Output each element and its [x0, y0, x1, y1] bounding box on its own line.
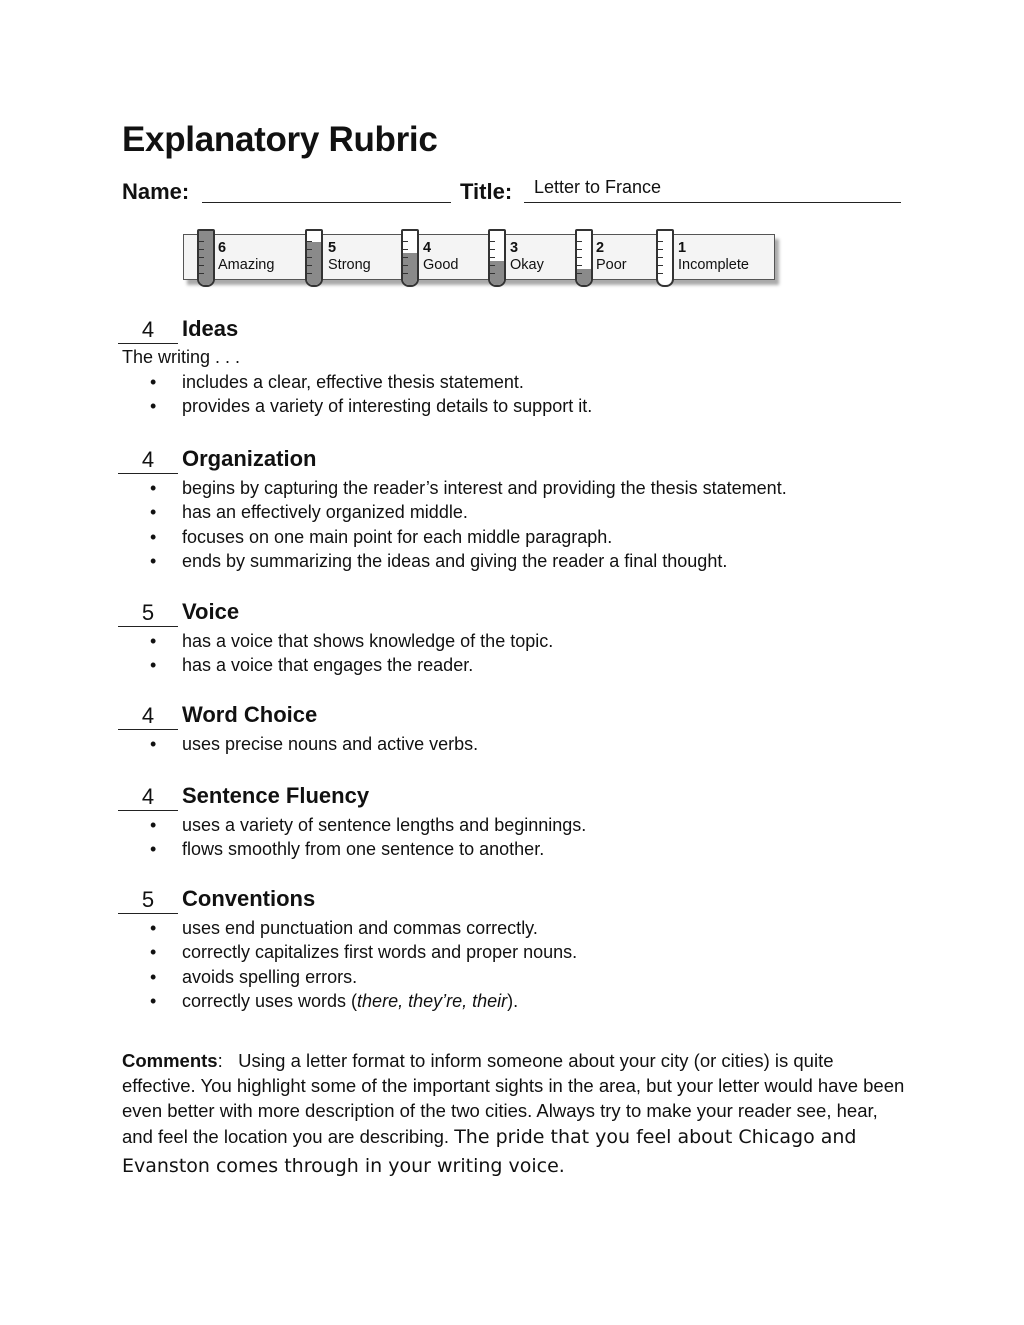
name-field[interactable]	[202, 202, 451, 203]
criteria-item: • includes a clear, effective thesis statement.	[150, 370, 592, 394]
score-field-conventions[interactable]: 5	[118, 887, 178, 914]
criteria-item: • focuses on one main point for each middle paragraph.	[150, 525, 787, 549]
section-heading: Organization	[182, 446, 317, 471]
scale-level-1	[678, 240, 749, 274]
scale-level-number: 1	[678, 240, 687, 256]
comments-typed: Using a letter format to inform someone about your city (or cities) is quite effective. You highlight some of the important sights in the area, but your letter would have been even better with more description of the two cities. Always try to make your reader see, hear, and feel the location you are describing.	[122, 1050, 905, 1147]
scale-tube-4	[401, 229, 419, 287]
scale-level-6	[218, 240, 274, 274]
scale-tube-2	[575, 229, 593, 287]
comments-handwritten: The pride that you feel about Chicago and Evanston comes through in your writing voice.	[122, 1126, 857, 1177]
criteria-item: • begins by capturing the reader’s interest and providing the thesis statement.	[150, 476, 787, 500]
criteria-list	[150, 732, 478, 756]
score-field-organization[interactable]: 4	[118, 447, 178, 474]
criteria-item: • has an effectively organized middle.	[150, 500, 787, 524]
criteria-item: • uses a variety of sentence lengths and beginnings.	[150, 813, 586, 837]
criteria-item: • ends by summarizing the ideas and giving the reader a final thought.	[150, 549, 787, 573]
section-heading: Voice	[182, 599, 240, 624]
criteria-item: • uses precise nouns and active verbs.	[150, 732, 478, 756]
criteria-list	[150, 370, 592, 419]
scale-tube-5	[305, 229, 323, 287]
score-field-ideas[interactable]: 4	[118, 317, 178, 344]
criteria-item: • correctly uses words (there, they’re, their).	[150, 989, 577, 1013]
scale-level-number: 4	[423, 240, 432, 256]
scale-level-label: Amazing	[218, 257, 275, 273]
section-heading: Sentence Fluency	[182, 783, 370, 808]
section-intro: The writing . . .	[122, 347, 241, 367]
scale-level-label: Poor	[596, 257, 627, 273]
section-heading: Ideas	[182, 316, 239, 341]
criteria-list	[150, 476, 787, 574]
title-field[interactable]	[524, 177, 901, 203]
criteria-item: • flows smoothly from one sentence to another.	[150, 837, 586, 861]
scale-tube-6	[197, 229, 215, 287]
example-words: there, they’re, their	[357, 991, 508, 1012]
criteria-item: • has a voice that shows knowledge of the topic.	[150, 629, 553, 653]
criteria-list	[150, 813, 586, 862]
section-heading: Word Choice	[182, 702, 318, 727]
score-field-voice[interactable]: 5	[118, 600, 178, 627]
criteria-item: • avoids spelling errors.	[150, 965, 577, 989]
criteria-item: • has a voice that engages the reader.	[150, 653, 553, 677]
title-label: Title:	[460, 179, 513, 204]
scale-level-number: 2	[596, 240, 605, 256]
score-scale	[183, 234, 775, 280]
comments: Comments: Using a letter format to inform someone about your city (or cities) is quite effective. You highlight some of the important sights in the area, but your letter would have been even better with more description of the two cities. Always try to make your reader see, hear, and feel the location you are describing. The pride that you feel about Chicago and Evanston comes through in your writing voice.	[122, 1050, 905, 1177]
scale-level-label: Good	[423, 257, 459, 273]
criteria-item: • uses end punctuation and commas correctly.	[150, 916, 577, 940]
score-field-sentence-fluency[interactable]: 4	[118, 784, 178, 811]
criteria-item: • provides a variety of interesting details to support it.	[150, 394, 592, 418]
name-label: Name:	[122, 179, 190, 204]
criteria-list	[150, 629, 553, 678]
scale-level-label: Strong	[328, 257, 371, 273]
score-field-word-choice[interactable]: 4	[118, 703, 178, 730]
criteria-item: • correctly capitalizes first words and proper nouns.	[150, 940, 577, 964]
section-heading: Conventions	[182, 886, 316, 911]
scale-level-label: Incomplete	[678, 257, 749, 273]
scale-level-5	[328, 240, 371, 274]
scale-level-number: 5	[328, 240, 337, 256]
title-value: Letter to France	[534, 177, 662, 197]
page-title: Explanatory Rubric	[122, 120, 438, 159]
scale-level-4	[423, 240, 458, 274]
comments-label: Comments	[122, 1050, 218, 1071]
criteria-list	[150, 916, 577, 1014]
scale-level-number: 6	[218, 240, 227, 256]
scale-level-label: Okay	[510, 257, 544, 273]
scale-level-2	[596, 240, 627, 274]
scale-level-3	[510, 240, 544, 274]
scale-tube-3	[488, 229, 506, 287]
scale-level-number: 3	[510, 240, 519, 256]
scale-tube-1	[656, 229, 674, 287]
